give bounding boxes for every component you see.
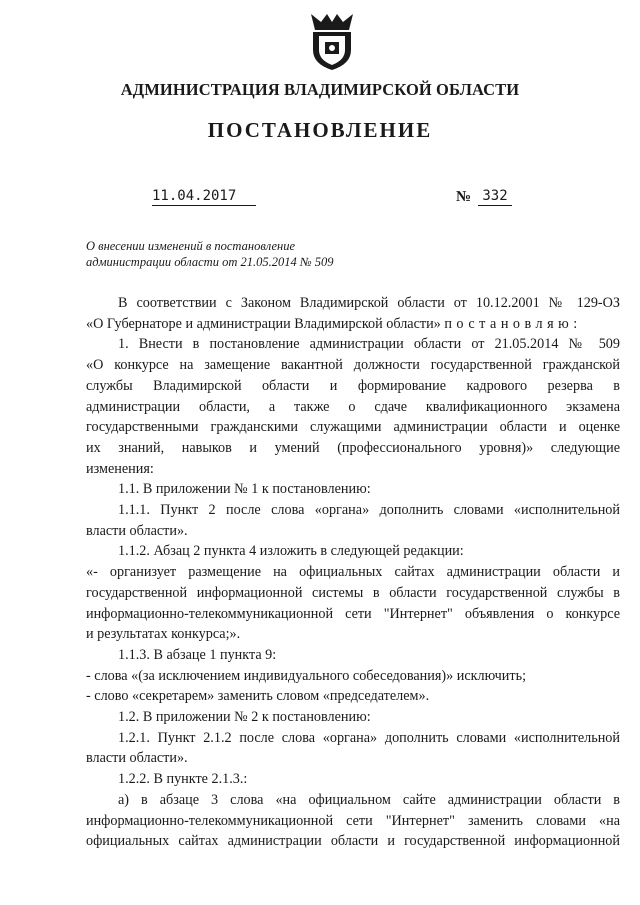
- document-type: ПОСТАНОВЛЕНИЕ: [207, 118, 433, 142]
- document-body: [86, 293, 620, 852]
- body-line: 1. Внести в постановление администрации области от 21.05.2014 № 509: [118, 336, 620, 353]
- body-line: 1.1. В приложении № 1 к постановлению:: [118, 481, 371, 498]
- body-line: 1.2.1. Пункт 2.1.2 после слова «органа» дополнить словами «исполнительной: [118, 729, 620, 746]
- body-line: официальных сайтах администрации области и государственной информационной: [86, 833, 620, 850]
- body-line: 1.1.3. В абзаце 1 пункта 9:: [118, 646, 277, 663]
- body-line: 1.2. В приложении № 2 к постановлению:: [118, 709, 371, 726]
- document-number: 332: [478, 188, 512, 206]
- body-line: и результатах конкурса;».: [86, 626, 241, 643]
- body-line: - слово «секретарем» заменить словом «председателем».: [86, 688, 430, 705]
- body-line: информационно-телекоммуникационной сети "Интернет" заменить словами «на: [86, 812, 620, 829]
- body-text-spaced: постановляю:: [444, 315, 582, 332]
- body-line: информационно-телекоммуникационной сети "Интернет" объявления о конкурсе: [86, 605, 620, 622]
- body-line: изменения:: [86, 460, 154, 477]
- organization-name: АДМИНИСТРАЦИЯ ВЛАДИМИРСКОЙ ОБЛАСТИ: [120, 80, 520, 99]
- body-line: службы Владимирской области и формирование кадрового резерва в: [86, 377, 620, 394]
- body-line: «- организует размещение на официальных сайтах администрации области и: [86, 564, 620, 581]
- body-text: «О Губернаторе и администрации Владимирской области»: [86, 315, 441, 332]
- body-line: 1.2.2. В пункте 2.1.3.:: [118, 771, 248, 788]
- document-number-label: №: [456, 189, 472, 205]
- body-line: 1.1.1. Пункт 2 после слова «органа» дополнить словами «исполнительной: [118, 502, 620, 519]
- subject-line: администрации области от 21.05.2014 № 509: [86, 255, 334, 269]
- body-line: а) в абзаце 3 слова «на официальном сайте администрации области в: [118, 791, 620, 808]
- body-line: власти области».: [86, 522, 188, 539]
- document-subject: [86, 238, 406, 270]
- document-date: 11.04.2017: [152, 188, 256, 206]
- body-line: «О конкурсе на замещение вакантной должности государственной гражданской: [86, 357, 620, 374]
- body-line: 1.1.2. Абзац 2 пункта 4 изложить в следующей редакции:: [118, 543, 464, 560]
- coat-of-arms-emblem: [305, 10, 359, 72]
- body-line: В соответствии с Законом Владимирской области от 10.12.2001 № 129-ОЗ: [118, 295, 620, 311]
- body-line: - слова «(за исключением индивидуального собеседования)» исключить;: [86, 667, 527, 684]
- body-line: администрации области, а также о сдаче квалификационного экзамена: [86, 398, 620, 415]
- body-line: государственными гражданскими служащими администрации области и оценке: [86, 419, 620, 436]
- body-line: власти области».: [86, 750, 188, 767]
- body-line: [86, 314, 620, 335]
- body-line: их знаний, навыков и умений (профессионального уровня)» следующие: [86, 439, 620, 456]
- body-line: государственной информационной системы в области государственной службы в: [86, 584, 620, 601]
- subject-line: О внесении изменений в постановление: [86, 239, 296, 253]
